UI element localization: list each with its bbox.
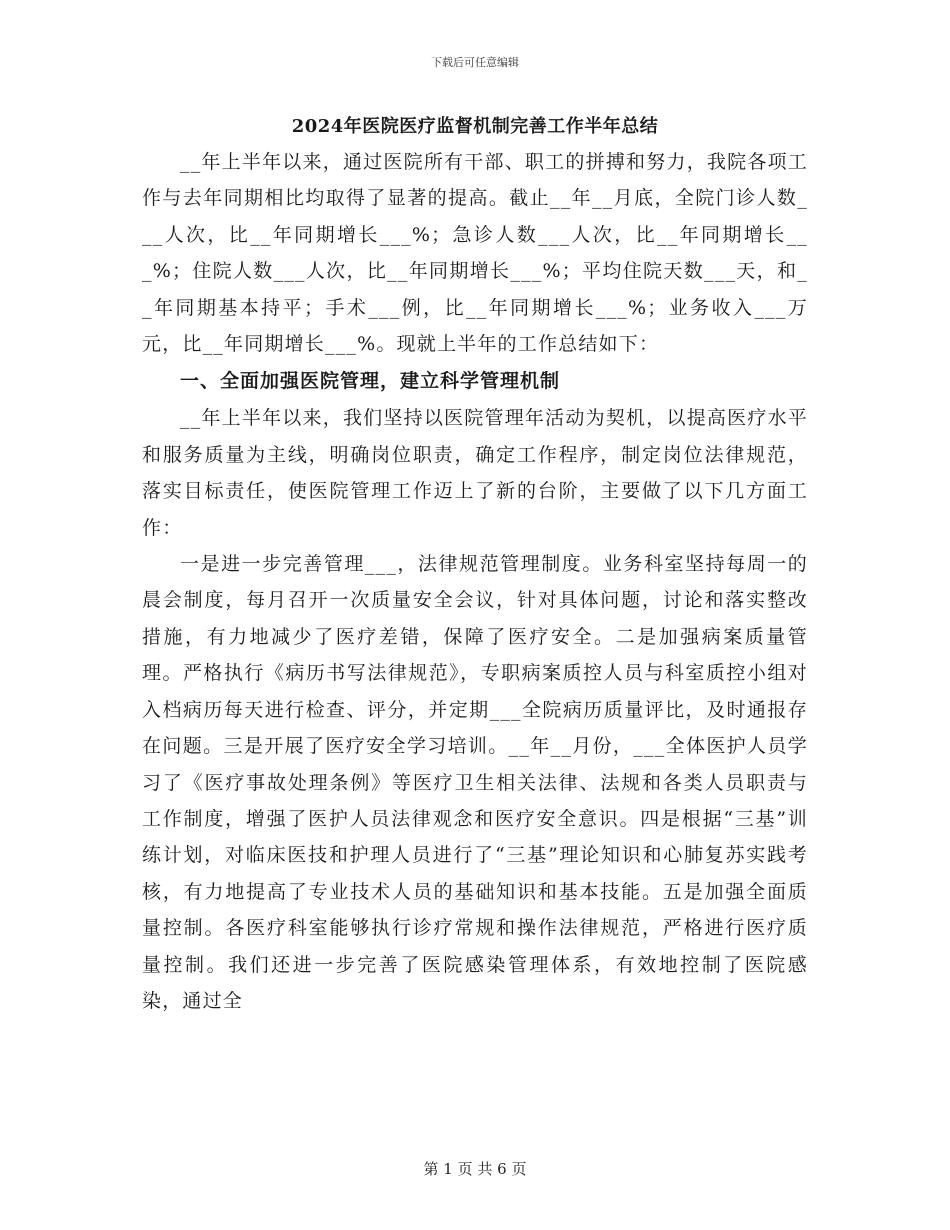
paragraph-management: __年上半年以来，我们坚持以医院管理年活动为契机，以提高医疗水平和服务质量为主线，明确岗位职责，确定工作程序，制定岗位法律规范，落实目标责任，使医院管理工作迈上了新的台阶，主要做了以下几方面工作： <box>142 407 808 539</box>
paragraph-measures: 一是进一步完善管理___，法律规范管理制度。业务科室坚持每周一的晨会制度，每月召开一次质量安全会议，针对具体问题，讨论和落实整改措施，有力地减少了医疗差错，保障了医疗安全。二是加强病案质量管理。严格执行《病历书写法律规范》，专职病案质控人员与科室质控小组对入档病历每天进行检查、评分，并定期___全院病历质量评比，及时通报存在问题。三是开展了医疗安全学习培训。__年__月份，___全体医护人员学习了《医疗事故处理条例》等医疗卫生相关法律、法规和各类人员职责与工作制度，增强了医护人员法律观念和医疗安全意识。四是根据“三基”训练计划，对临床医技和护理人员进行了“三基”理论知识和心肺复苏实践考核，有力地提高了专业技术人员的基础知识和基本技能。五是加强全面质量控制。各医疗科室能够执行诊疗常规和操作法律规范，严格进行医疗质量控制。我们还进一步完善了医院感染管理体系，有效地控制了医院感染，通过全 <box>142 553 808 1012</box>
section-heading: 一、全面加强医院管理，建立科学管理机制 <box>180 370 561 393</box>
header-note: 下载后可任意编辑 <box>431 56 519 69</box>
document-title: 2024年医院医疗监督机制完善工作半年总结 <box>291 116 659 137</box>
page-number: 第 1 页 共 6 页 <box>423 1160 527 1178</box>
document-body <box>142 112 808 1019</box>
paragraph-intro: __年上半年以来，通过医院所有干部、职工的拼搏和努力，我院各项工作与去年同期相比均取得了显著的提高。截止__年__月底，全院门诊人数___人次，比__年同期增长___%；急诊人数___人次，比__年同期增长___%；住院人数___人次，比__年同期增长___%；平均住院天数___天，和__年同期基本持平；手术___例，比__年同期增长___%；业务收入___万元，比__年同期增长___%。现就上半年的工作总结如下： <box>142 151 808 356</box>
